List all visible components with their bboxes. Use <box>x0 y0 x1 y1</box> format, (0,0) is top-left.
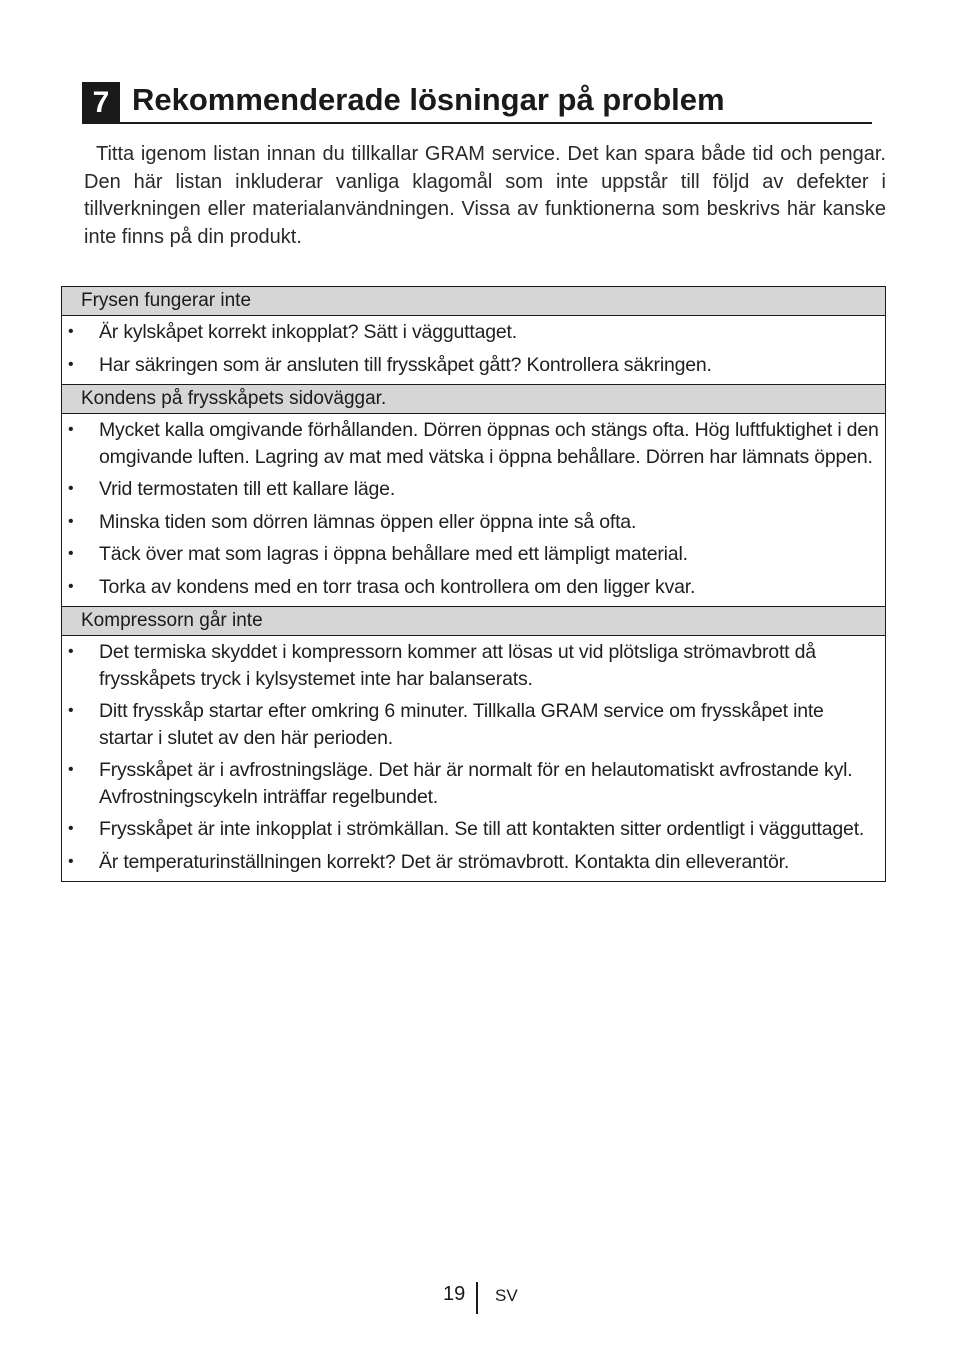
list-item-text: Frysskåpet är i avfrostningsläge. Det här är normalt för en helautomatiskt avfrostande kyl. Avfrostningscykeln inträffar regelbundet. <box>99 759 853 808</box>
bullet-icon: • <box>68 820 74 837</box>
bullet-icon: • <box>68 577 74 595</box>
list-item-text: Minska tiden som dörren lämnas öppen eller öppna inte så ofta. <box>99 510 637 533</box>
bullet-icon: • <box>68 355 74 373</box>
list-item-text: Är temperaturinställningen korrekt? Det är strömavbrott. Kontakta din elleverantör. <box>99 850 790 873</box>
list-item <box>62 319 885 346</box>
list-item <box>62 541 885 568</box>
page-title: Rekommenderade lösningar på problem <box>132 82 725 117</box>
list-item <box>62 639 885 692</box>
page-footer <box>0 1280 954 1316</box>
section-items-condensation <box>62 414 885 600</box>
list-item-text: Ditt frysskåp startar efter omkring 6 minuter. Tillkalla GRAM service om frysskåpet inte startar i slutet av den här perioden. <box>99 700 824 749</box>
list-item <box>62 352 885 379</box>
bullet-icon: • <box>68 702 74 719</box>
list-item-text: Är kylskåpet korrekt inkopplat? Sätt i vägguttaget. <box>99 321 517 343</box>
section-number-badge: 7 <box>82 82 120 124</box>
language-code: SV <box>495 1286 518 1305</box>
intro-paragraph: Titta igenom listan innan du tillkallar GRAM service. Det kan spara både tid och pengar. Den här listan inkluderar vanliga klagomål som inte uppstår till följd av defekter i tillverkningen eller materialanvändningen. Vissa av funktionerna som beskrivs här kanske inte finns på din produkt. <box>84 143 886 248</box>
page-number: 19 <box>443 1283 466 1305</box>
troubleshooting-table <box>61 286 886 882</box>
section-heading-compressor-not-running: Kompressorn går inte <box>62 606 885 636</box>
bullet-icon: • <box>68 852 74 870</box>
bullet-icon: • <box>68 323 74 340</box>
list-item-text: Det termiska skyddet i kompressorn kommer att lösas ut vid plötsliga strömavbrott då frysskåpets tryck i kylsystemet inte har balanserats. <box>99 641 816 690</box>
list-item-text: Torka av kondens med en torr trasa och kontrollera om den ligger kvar. <box>99 575 696 598</box>
list-item <box>62 816 885 843</box>
bullet-icon: • <box>68 512 74 530</box>
list-item <box>62 476 885 503</box>
list-item-text: Frysskåpet är inte inkopplat i strömkällan. Se till att kontakten sitter ordentligt i vägguttaget. <box>99 818 865 840</box>
section-heading-condensation: Kondens på frysskåpets sidoväggar. <box>62 384 885 414</box>
page-header <box>82 80 872 124</box>
bullet-icon: • <box>68 480 74 497</box>
bullet-icon: • <box>68 421 74 438</box>
footer-divider <box>476 1282 478 1314</box>
bullet-icon: • <box>68 761 74 778</box>
list-item-text: Täck över mat som lagras i öppna behållare med ett lämpligt material. <box>99 543 688 565</box>
bullet-icon: • <box>68 643 74 660</box>
list-item <box>62 849 885 876</box>
list-item <box>62 574 885 601</box>
section-heading-freezer-not-working: Frysen fungerar inte <box>62 287 885 316</box>
bullet-icon: • <box>68 545 74 562</box>
list-item <box>62 417 885 470</box>
list-item <box>62 509 885 536</box>
section-items-compressor-not-running <box>62 636 885 875</box>
list-item <box>62 698 885 751</box>
list-item <box>62 757 885 810</box>
list-item-text: Vrid termostaten till ett kallare läge. <box>99 478 396 500</box>
list-item-text: Har säkringen som är ansluten till frysskåpet gått? Kontrollera säkringen. <box>99 353 712 376</box>
section-items-freezer-not-working <box>62 316 885 378</box>
list-item-text: Mycket kalla omgivande förhållanden. Dörren öppnas och stängs ofta. Hög luftfuktighet i den omgivande luften. Lagring av mat med vätska i öppna behållare. Dörren har lämnats öppen. <box>99 419 879 468</box>
